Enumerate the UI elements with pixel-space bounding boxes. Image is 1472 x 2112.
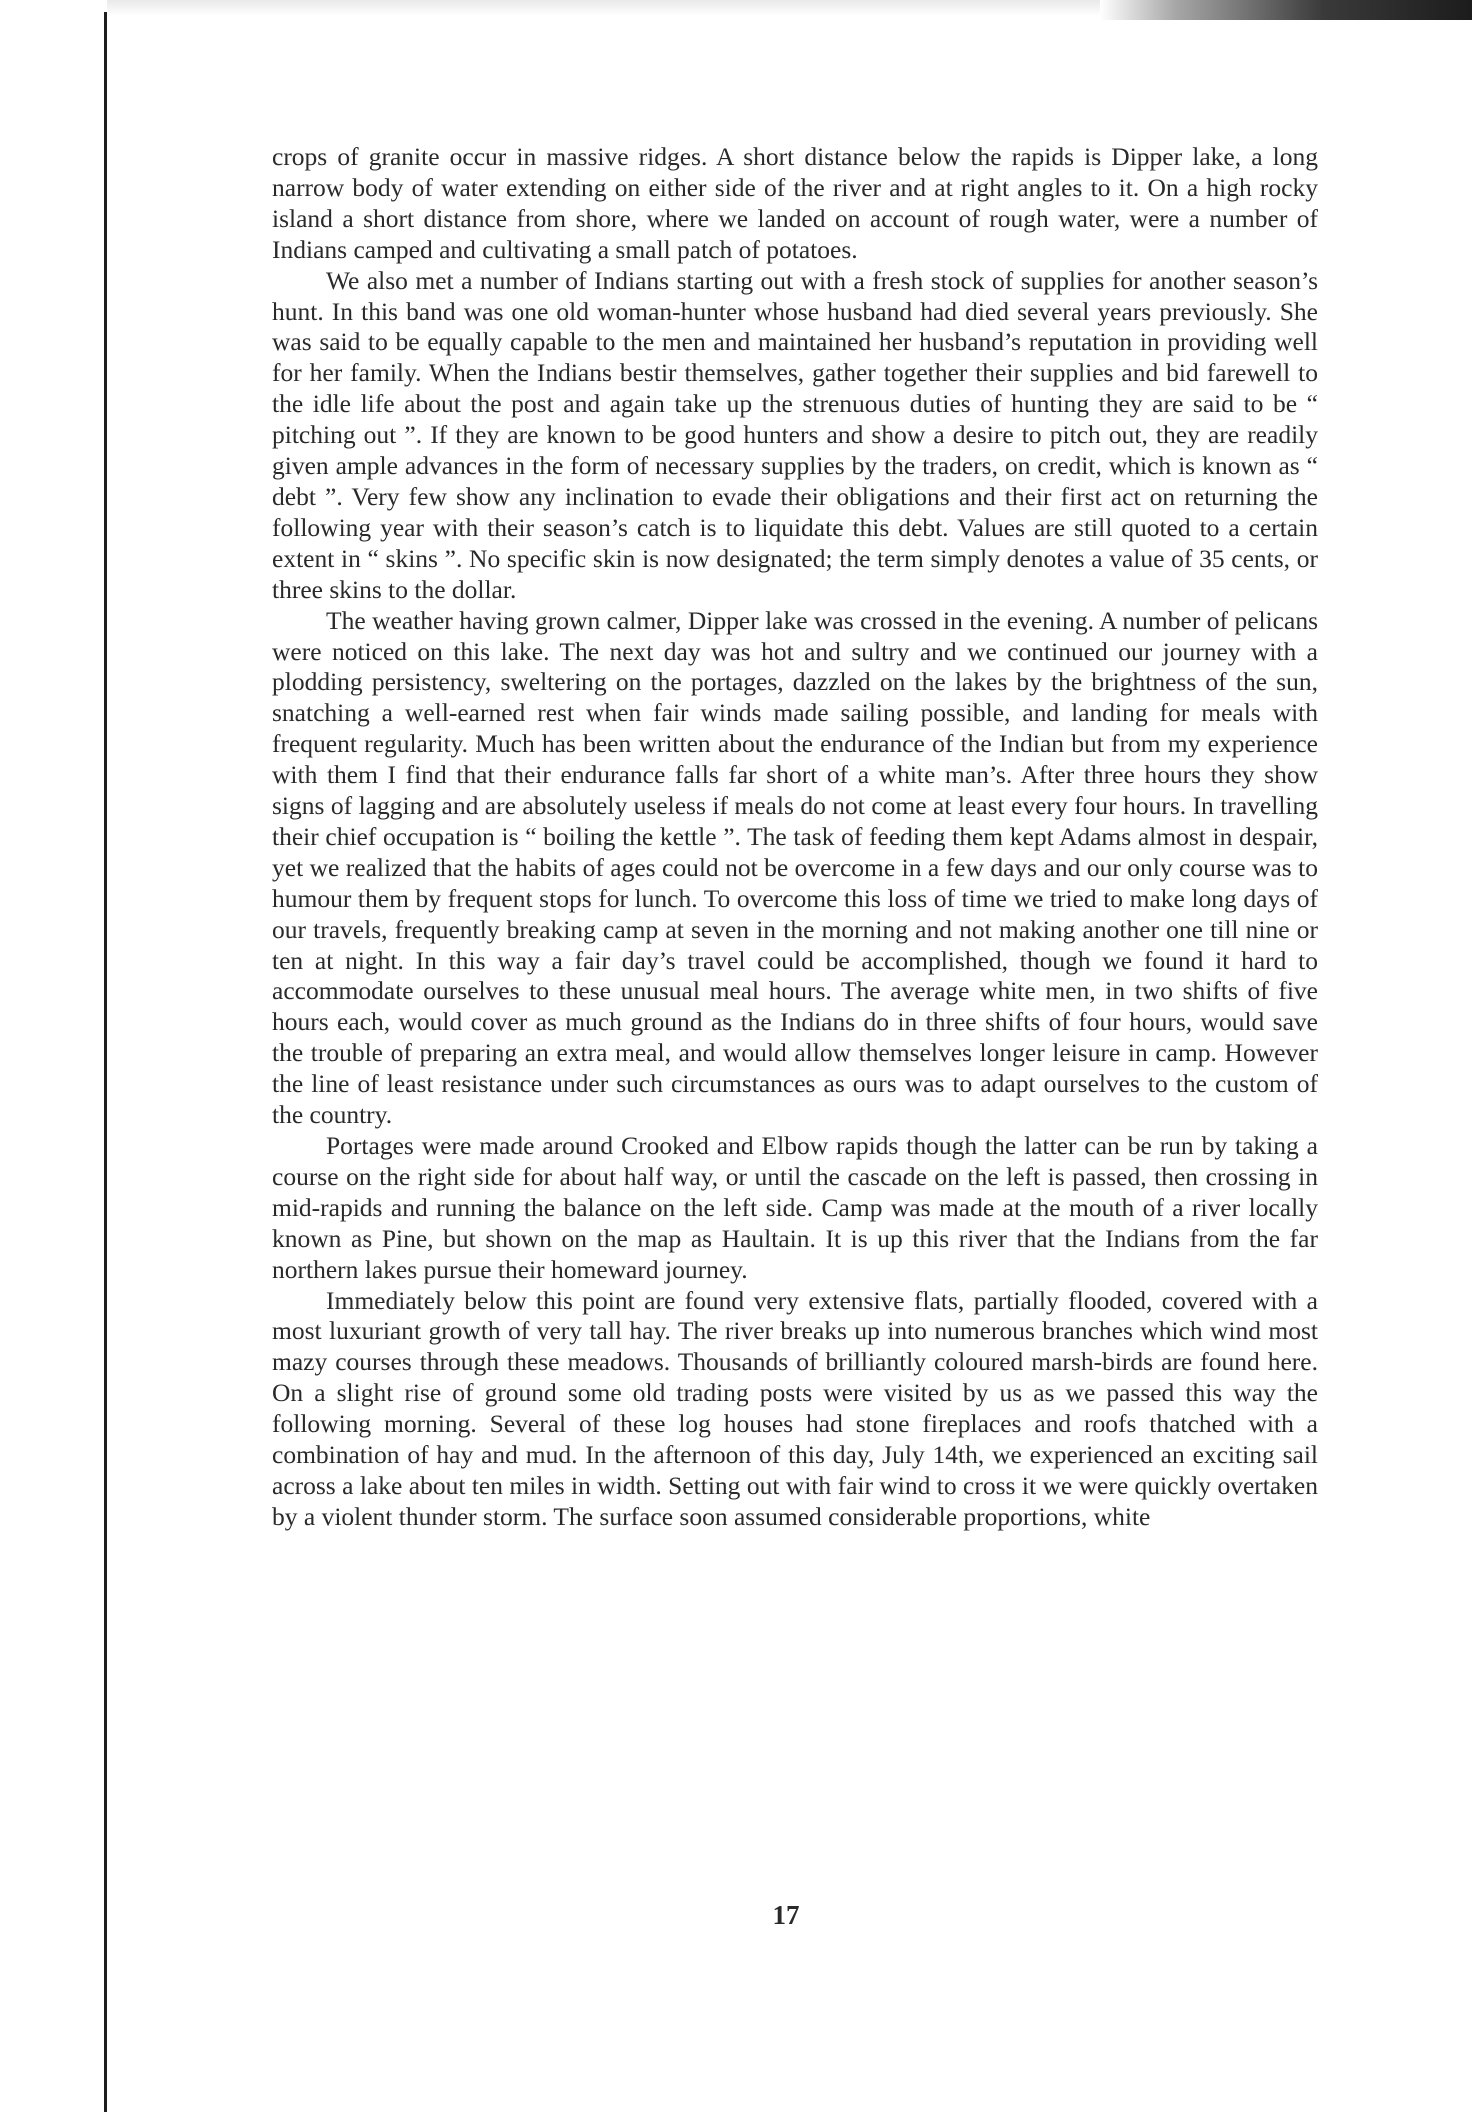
paragraph-continued: crops of granite occur in massive ridges. A short distance below the rapids is Dipper lake, a long narrow body of water extending on either side of the river and at right angles to it. On a high rocky island a short distance from shore, where we landed on account of rough water, were a number of Indians camped and cultivating a small patch of potatoes. — [272, 142, 1318, 264]
left-margin — [0, 0, 104, 2112]
page-number: 17 — [772, 1900, 800, 1930]
paragraph: Portages were made around Crooked and Elbow rapids though the latter can be run by taking a course on the right side for about half way, or until the cascade on the left is passed, then crossing in mid-rapids and running the balance on the left side. Camp was made at the mouth of a river locally known as Pine, but shown on the map as Haultain. It is up this river that the Indians from the far northern lakes pursue their homeward journey. — [272, 1131, 1318, 1284]
top-scan-shadow — [1100, 0, 1472, 20]
body-text — [272, 142, 1318, 1533]
paragraph: The weather having grown calmer, Dipper lake was crossed in the evening. A number of pelicans were noticed on this lake. The next day was hot and sultry and we continued our journey with a plodding persistency, sweltering on the portages, dazzled on the lakes by the brightness of the sun, snatching a well-earned rest when fair winds made sailing possible, and landing for meals with frequent regularity. Much has been written about the endurance of the Indian but from my experience with them I find that their endurance falls far short of a white man’s. After three hours they show signs of lagging and are absolutely useless if meals do not come at least every four hours. In travelling their chief occupation is “ boiling the kettle ”. The task of feeding them kept Adams almost in despair, yet we realized that the habits of ages could not be overcome in a few days and our only course was to humour them by frequent stops for lunch. To overcome this loss of time we tried to make long days of our travels, frequently breaking camp at seven in the morning and not making another one till nine or ten at night. In this way a fair day’s travel could be accomplished, though we found it hard to accommodate ourselves to these unusual meal hours. The average white men, in two shifts of five hours each, would cover as much ground as the Indians do in three shifts of four hours, would save the trouble of preparing an extra meal, and would allow themselves longer leisure in camp. However the line of least resistance under such circumstances as ours was to adapt ourselves to the custom of the country. — [272, 605, 1318, 1130]
paragraph: We also met a number of Indians starting out with a fresh stock of supplies for another season’s hunt. In this band was one old woman-hunter whose husband had died several years previously. She was said to be equally capable to the men and maintained her husband’s reputation in providing well for her family. When the Indians bestir themselves, gather together their supplies and bid farewell to the idle life about the post and again take up the strenuous duties of hunting they are said to be “ pitching out ”. If they are known to be good hunters and show a desire to pitch out, they are readily given ample advances in the form of necessary supplies by the traders, on credit, which is known as “ debt ”. Very few show any inclination to evade their obligations and their first act on returning the following year with their season’s catch is to liquidate this debt. Values are still quoted to a certain extent in “ skins ”. No specific skin is now designated; the term simply denotes a value of 35 cents, or three skins to the dollar. — [272, 265, 1318, 604]
binding-edge — [104, 12, 107, 2112]
paragraph: Immediately below this point are found very extensive flats, partially flooded, covered with a most luxuriant growth of very tall hay. The river breaks up into numerous branches which wind most mazy courses through these meadows. Thousands of brilliantly coloured marsh-birds are found here. On a slight rise of ground some old trading posts were visited by us as we passed this way the following morning. Several of these log houses had stone fireplaces and roofs thatched with a combination of hay and mud. In the afternoon of this day, July 14th, we experienced an exciting sail across a lake about ten miles in width. Setting out with fair wind to cross it we were quickly overtaken by a violent thunder storm. The surface soon assumed considerable proportions, white — [272, 1285, 1318, 1531]
